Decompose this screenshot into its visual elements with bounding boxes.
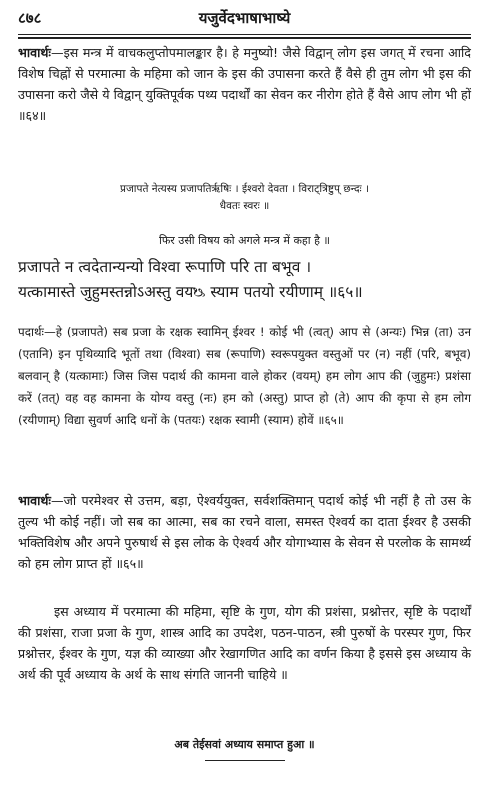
header-rule xyxy=(18,34,471,35)
mantra-metadata xyxy=(18,181,471,215)
end-rule xyxy=(205,760,285,761)
mantra-verse xyxy=(18,255,471,305)
mantra-line-1: प्रजापते न त्वदेतान्यन्यो विश्वा रूपाणि परि ता बभूव । xyxy=(18,258,312,276)
header-rule-thick xyxy=(18,37,471,39)
bhavarth-label: भावार्थः xyxy=(18,493,51,508)
padarth-text: —हे (प्रजापते) सब प्रजा के रक्षक स्वामिन् ईश्वर ! कोई भी (त्वत्) आप से (अन्यः) भिन्न (ता) उन (एतानि) इन पृथिव्यादि भूतों तथा (विश्वा) सब (रूपाणि) स्वरूपयुक्त वस्तुओं पर (न) नहीं (परि, बभूव) बलवान् है (यत्कामाः) जिस जिस पदार्थ की कामना वाले होकर (वयम्) हम लोग आप की (जुहुमः) प्रशंसा करें (तत्) वह वह कामना के योग्य वस्तु (नः) हम को (अस्तु) प्राप्त हो (ते) आप की कृपा से हम लोग (रयीणाम्) विद्या सुवर्ण आदि धनों के (पतयः) रक्षक स्वामी (स्याम) होवें ॥६५॥ xyxy=(18,325,471,427)
page-header xyxy=(18,8,471,30)
bhavarth-text: —जो परमेश्वर से उत्तम, बड़ा, ऐश्वर्ययुक्त, सर्वशक्तिमान् पदार्थ कोई भी नहीं है तो उस के तुल्य भी कोई नहीं। जो सब का आत्मा, सब का रचने वाला, समस्त ऐश्वर्य का दाता ईश्वर है उसकी भक्तिविशेष और अपने पुरुषार्थ से इस लोक के ऐश्वर्य और योगाभ्यास के सेवन से परलोक के सामर्थ्य को हम लोग प्राप्त हों ॥६५॥ xyxy=(18,493,471,571)
padarth-paragraph xyxy=(18,321,471,431)
mantra-line-2: यत्कामास्ते जुहुमस्तन्नोऽअस्तु वयᳬ स्याम पतयो रयीणाम् ॥६५॥ xyxy=(18,283,363,301)
chapter-summary: इस अध्याय में परमात्मा की महिमा, सृष्टि के गुण, योग की प्रशंसा, प्रश्नोत्तर, सृष्टि के पदार्थों की प्रशंसा, राजा प्रजा के गुण, शास्त्र आदि का उपदेश, पठन-पाठन, स्त्री पुरुषों के परस्पर गुण, फिर प्रश्नोत्तर, ईश्वर के गुण, यज्ञ की व्याख्या और रेखागणित आदि का वर्णन किया है इससे इस अध्याय के अर्थ की पूर्व अध्याय के अर्थ के साथ संगति जाननी चाहिये ॥ xyxy=(18,604,471,682)
padarth-label: पदार्थः xyxy=(18,325,44,339)
chapter-end-note: अब तेईसवां अध्याय समाप्त हुआ ॥ xyxy=(174,738,315,751)
bhavarth-paragraph-64 xyxy=(18,42,471,126)
meta-line-1: प्रजापते नेत्यस्य प्रजापतिर्ऋषिः । ईश्वरो देवता । विराट्त्रिष्टुप् छन्दः । xyxy=(120,183,369,195)
bhavarth-text: —इस मन्त्र में वाचकलुप्तोपमालङ्कार है। हे मनुष्यो! जैसे विद्वान् लोग इस जगत् में रचना आदि विशेष चिह्नों से परमात्मा के महिमा को जान के इस की उपासना करते हैं वैसे ही तुम लोग भी इस की उपासना करो जैसे ये विद्वान् युक्तिपूर्वक पथ्य पदार्थों का सेवन कर नीरोग होते हैं वैसे आप लोग भी हों ॥६४॥ xyxy=(18,45,471,123)
book-title: यजुर्वेदभाषाभाष्ये xyxy=(198,9,291,27)
bhavarth-label: भावार्थः xyxy=(18,45,51,60)
bhavarth-paragraph-65 xyxy=(18,490,471,574)
mantra-intro: फिर उसी विषय को अगले मन्त्र में कहा है ॥ xyxy=(158,234,331,247)
meta-line-2: धैवतः स्वरः ॥ xyxy=(219,200,270,212)
page-number: ८७८ xyxy=(18,9,42,27)
